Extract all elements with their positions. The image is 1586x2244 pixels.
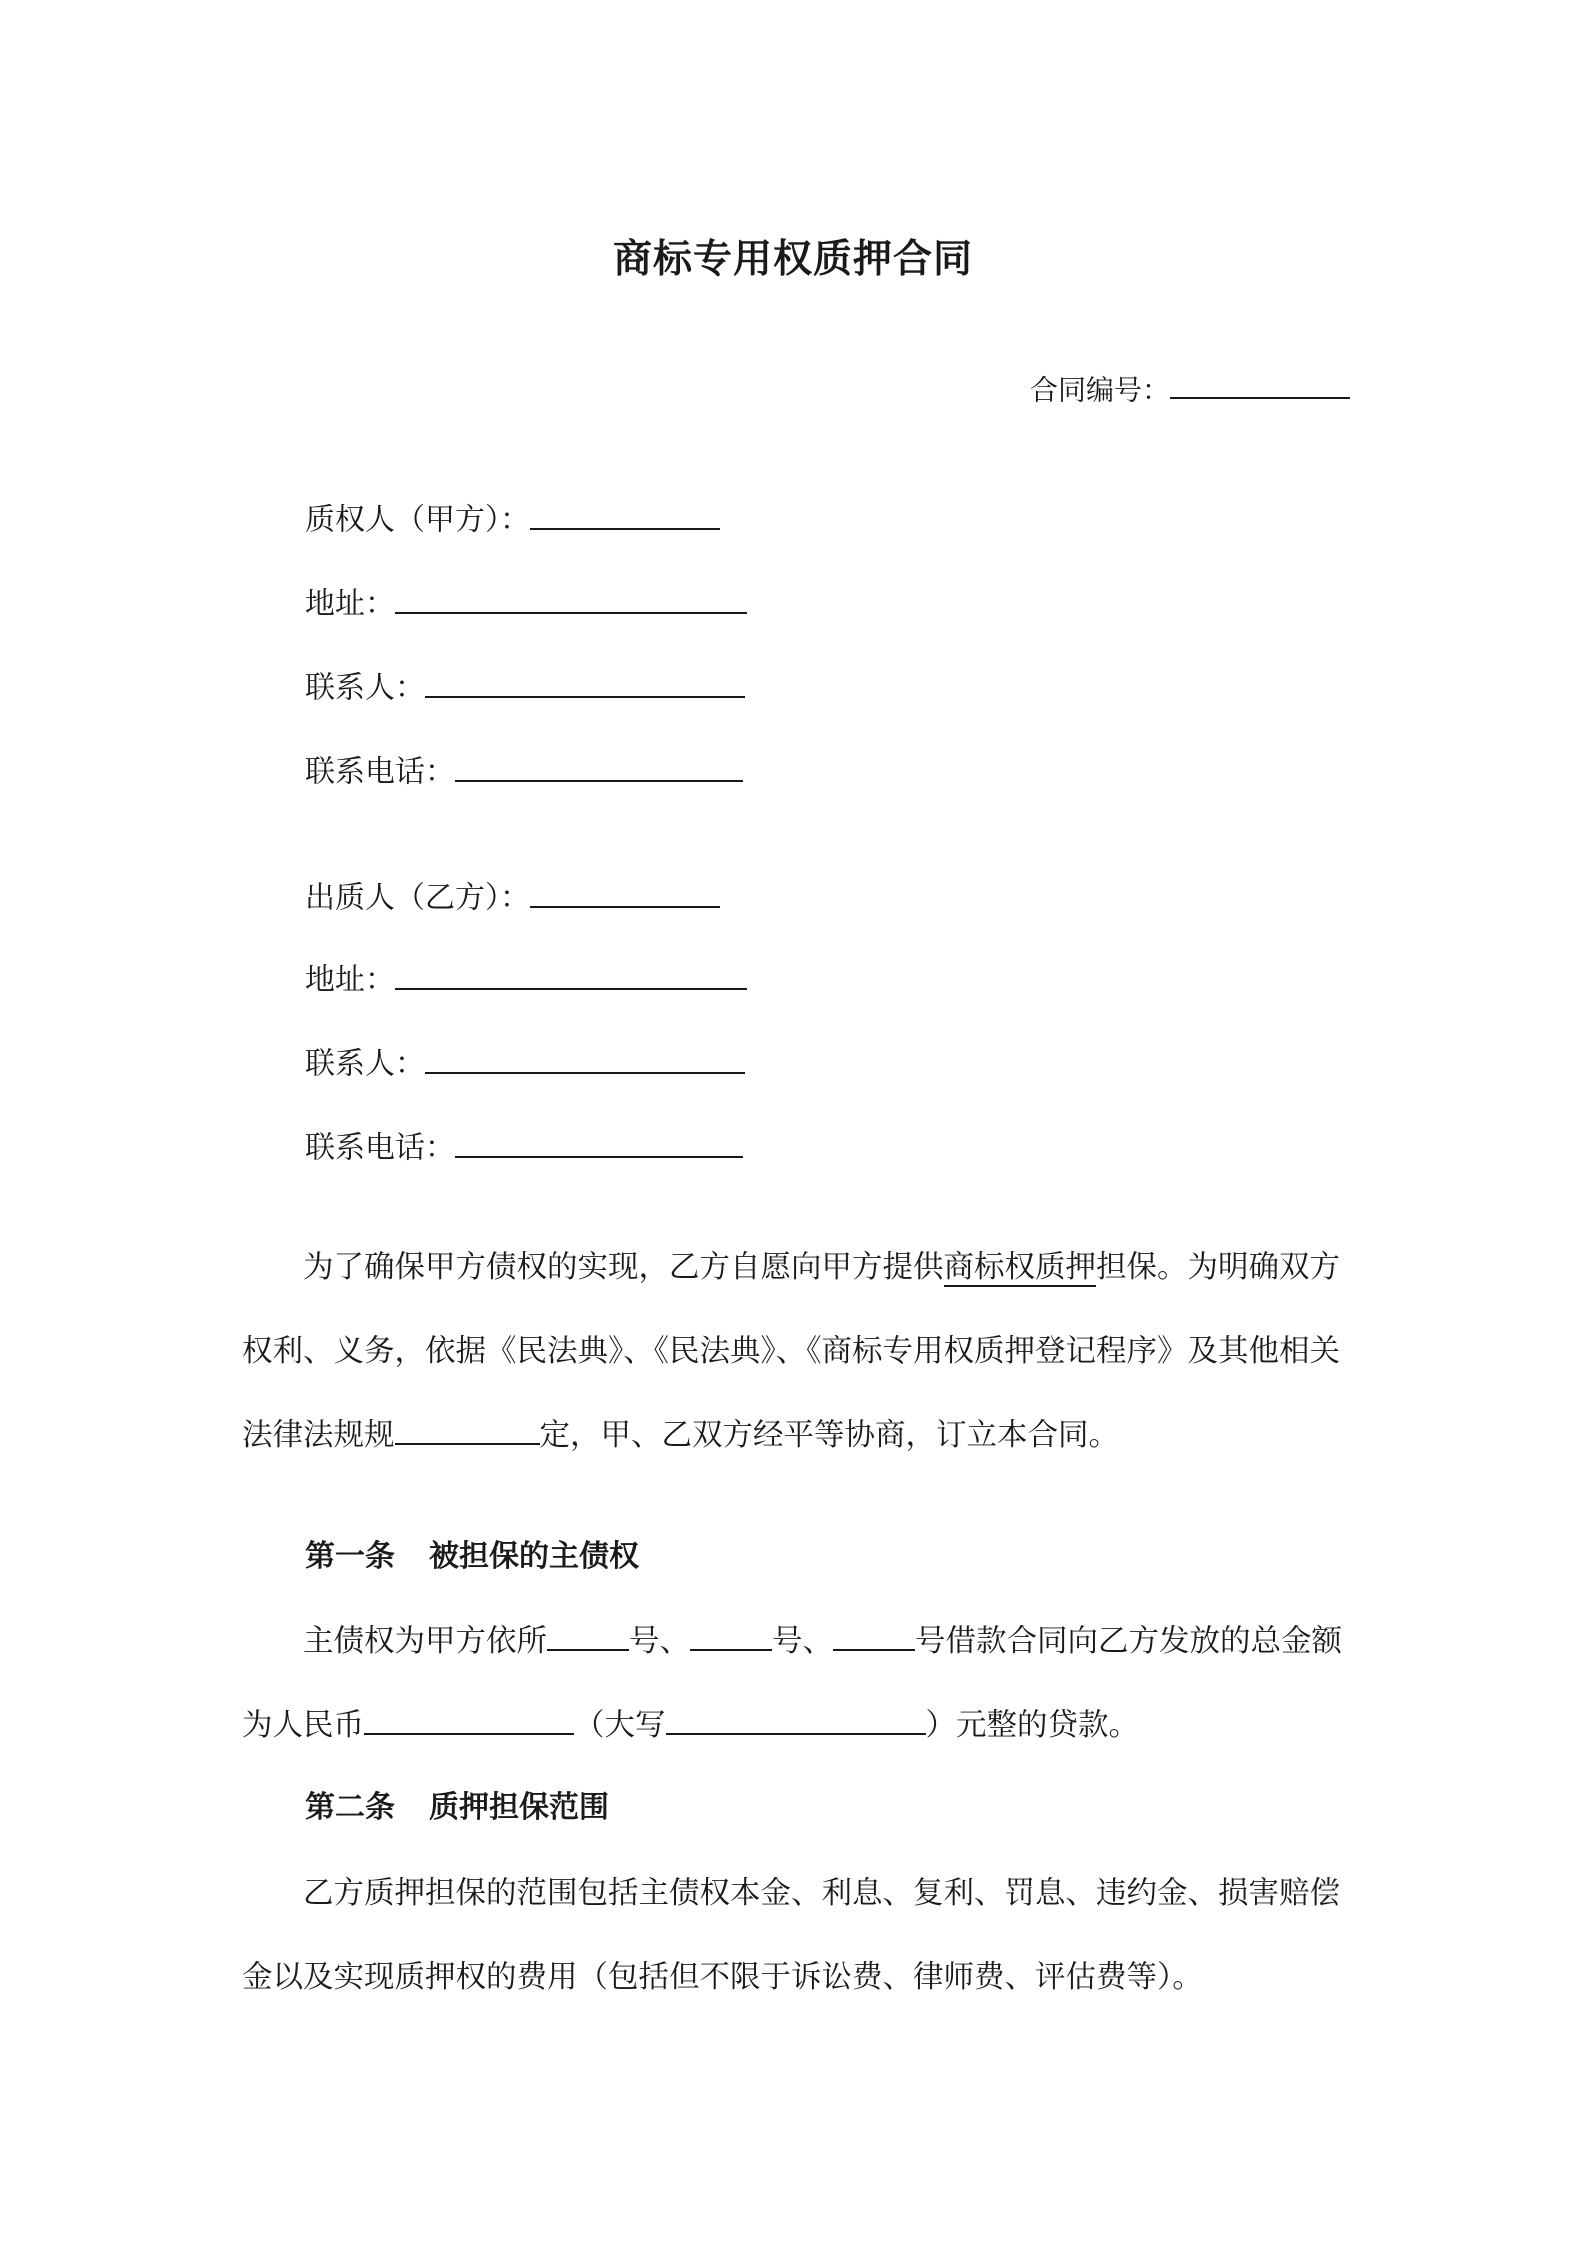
contract-number-label: 合同编号： — [1030, 373, 1171, 407]
article-1-paragraph — [242, 1600, 1362, 1768]
party-a-name-row — [305, 496, 720, 541]
intro-text-2: 担保。为明确双方权利、义务，依据《民法典》、《民法典》、《商标专用权质押登记程序》及其他相关法律法规规 — [242, 1250, 1340, 1453]
party-a-phone-label: 联系电话： — [305, 754, 455, 790]
intro-text-1: 为了确保甲方债权的实现，乙方自愿向甲方提供 — [303, 1250, 944, 1285]
party-b-name-row — [305, 874, 720, 919]
intro-text-3: 定，甲、乙双方经平等协商，订立本合同。 — [539, 1418, 1119, 1453]
article-1-heading — [305, 1537, 639, 1577]
article-1-title: 被担保的主债权 — [429, 1539, 639, 1574]
article-2-title: 质押担保范围 — [429, 1790, 609, 1825]
party-b-address-label: 地址： — [305, 962, 395, 998]
contract-number-row — [1030, 368, 1350, 408]
article-1-blank-2[interactable] — [690, 1617, 772, 1651]
article-1-text-2: 号、 — [629, 1624, 690, 1659]
contract-number-blank[interactable] — [1170, 368, 1350, 399]
party-a-phone-blank[interactable] — [455, 748, 743, 782]
party-b-address-blank[interactable] — [395, 956, 747, 990]
document-title: 商标专用权质押合同 — [612, 237, 973, 282]
party-b-address-row — [305, 956, 747, 1001]
party-a-address-row — [305, 580, 747, 625]
article-2-number: 第二条 — [305, 1790, 395, 1825]
party-b-contact-blank[interactable] — [425, 1040, 745, 1074]
article-1-amount-blank[interactable] — [364, 1701, 574, 1735]
party-b-contact-row — [305, 1040, 745, 1085]
article-1-text-4: 号借款合同向乙方发放的总金额为人民币 — [242, 1624, 1342, 1743]
article-1-blank-1[interactable] — [547, 1617, 629, 1651]
article-1-text-5: （大写 — [574, 1708, 666, 1743]
article-1-number: 第一条 — [305, 1539, 395, 1574]
article-1-blank-3[interactable] — [833, 1617, 915, 1651]
article-1-text-6: ）元整的贷款。 — [925, 1708, 1139, 1743]
party-a-name-blank[interactable] — [530, 496, 720, 530]
article-1-text-1: 主债权为甲方依所 — [303, 1624, 547, 1659]
party-b-name-blank[interactable] — [530, 874, 720, 908]
intro-underlined-text: 商标权质押 — [943, 1250, 1096, 1285]
party-b-phone-label: 联系电话： — [305, 1130, 455, 1166]
party-a-address-label: 地址： — [305, 586, 395, 622]
party-a-contact-row — [305, 664, 745, 709]
article-1-text-3: 号、 — [772, 1624, 833, 1659]
party-b-phone-blank[interactable] — [455, 1124, 743, 1158]
article-2-heading — [305, 1788, 609, 1828]
intro-paragraph — [242, 1226, 1362, 1478]
party-b-phone-row — [305, 1124, 743, 1169]
party-a-contact-label: 联系人： — [305, 670, 425, 706]
party-a-address-blank[interactable] — [395, 580, 747, 614]
party-a-name-label: 质权人（甲方）： — [305, 502, 530, 538]
intro-blank[interactable] — [395, 1411, 540, 1445]
party-b-contact-label: 联系人： — [305, 1046, 425, 1082]
party-a-phone-row — [305, 748, 743, 793]
article-1-amount-words-blank[interactable] — [666, 1701, 926, 1735]
party-a-contact-blank[interactable] — [425, 664, 745, 698]
party-b-name-label: 出质人（乙方）： — [305, 880, 530, 916]
article-2-paragraph: 乙方质押担保的范围包括主债权本金、利息、复利、罚息、违约金、损害赔偿金以及实现质押权的费用（包括但不限于诉讼费、律师费、评估费等）。 — [242, 1876, 1340, 1995]
